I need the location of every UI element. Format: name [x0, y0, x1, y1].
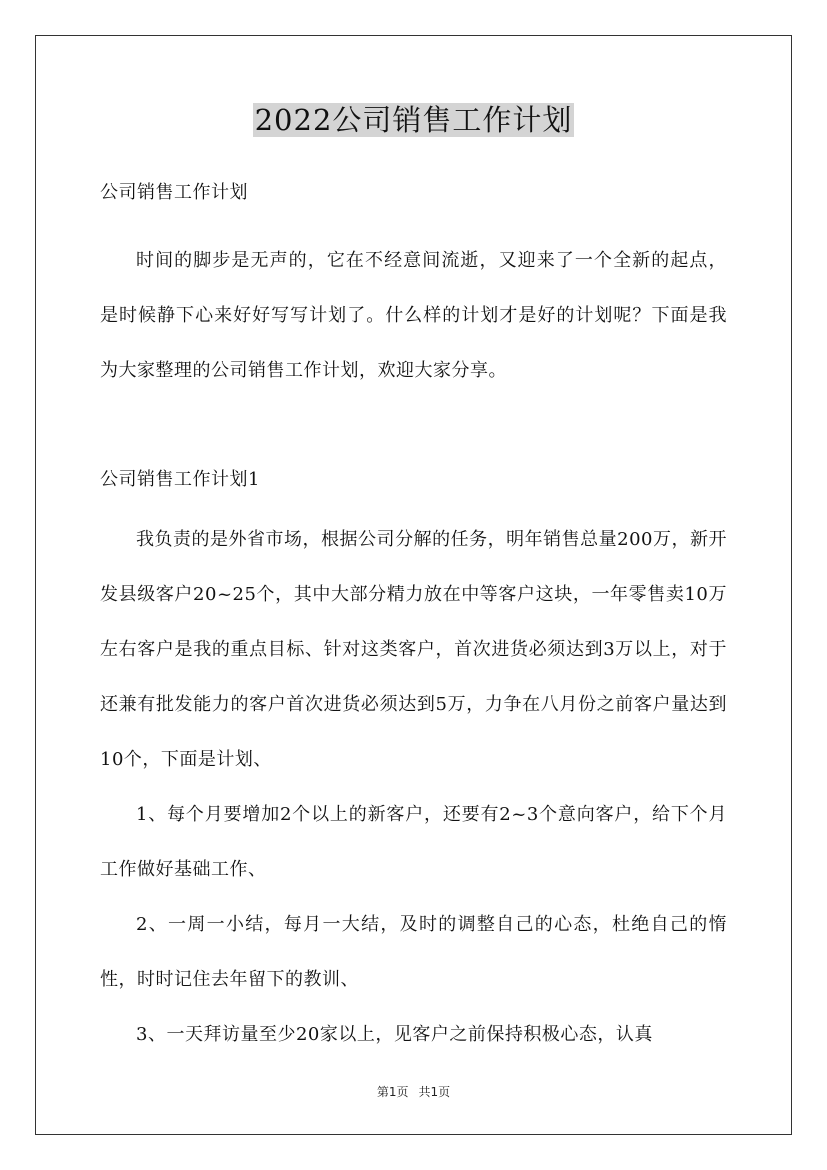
subtitle: 公司销售工作计划 — [100, 182, 248, 203]
page-number: 第1页 — [376, 1085, 409, 1099]
intro-paragraph: 时间的脚步是无声的，它在不经意间流逝，又迎来了一个全新的起点，是时候静下心来好好写写计划了。什么样的计划才是好的计划呢？下面是我为大家整理的公司销售工作计划，欢迎大家分享。 — [100, 250, 727, 381]
document-title-text: 2022公司销售工作计划 — [254, 103, 573, 137]
page-total: 共1页 — [418, 1085, 451, 1099]
section-1-item: 1、每个月要增加2个以上的新客户，还要有2~3个意向客户，给下个月工作做好基础工作、 — [100, 804, 727, 880]
section-1-item: 3、一天拜访量至少20家以上，见客户之前保持积极心态，认真 — [136, 1024, 653, 1045]
section-1-heading: 公司销售工作计划1 — [100, 469, 260, 490]
page-footer — [0, 1083, 827, 1100]
section-1-paragraph: 我负责的是外省市场，根据公司分解的任务，明年销售总量200万，新开发县级客户20~25个，其中大部分精力放在中等客户这块，一年零售卖10万左右客户是我的重点目标、针对这类客户，首次进货必须达到3万以上，对于还兼有批发能力的客户首次进货必须达到5万，力争在八月份之前客户量达到10个，下面是计划、 — [100, 529, 727, 770]
section-1-item: 2、一周一小结，每月一大结，及时的调整自己的心态，杜绝自己的惰性，时时记住去年留下的教训、 — [100, 914, 727, 990]
document-body — [100, 173, 727, 1062]
document-title — [0, 98, 827, 142]
